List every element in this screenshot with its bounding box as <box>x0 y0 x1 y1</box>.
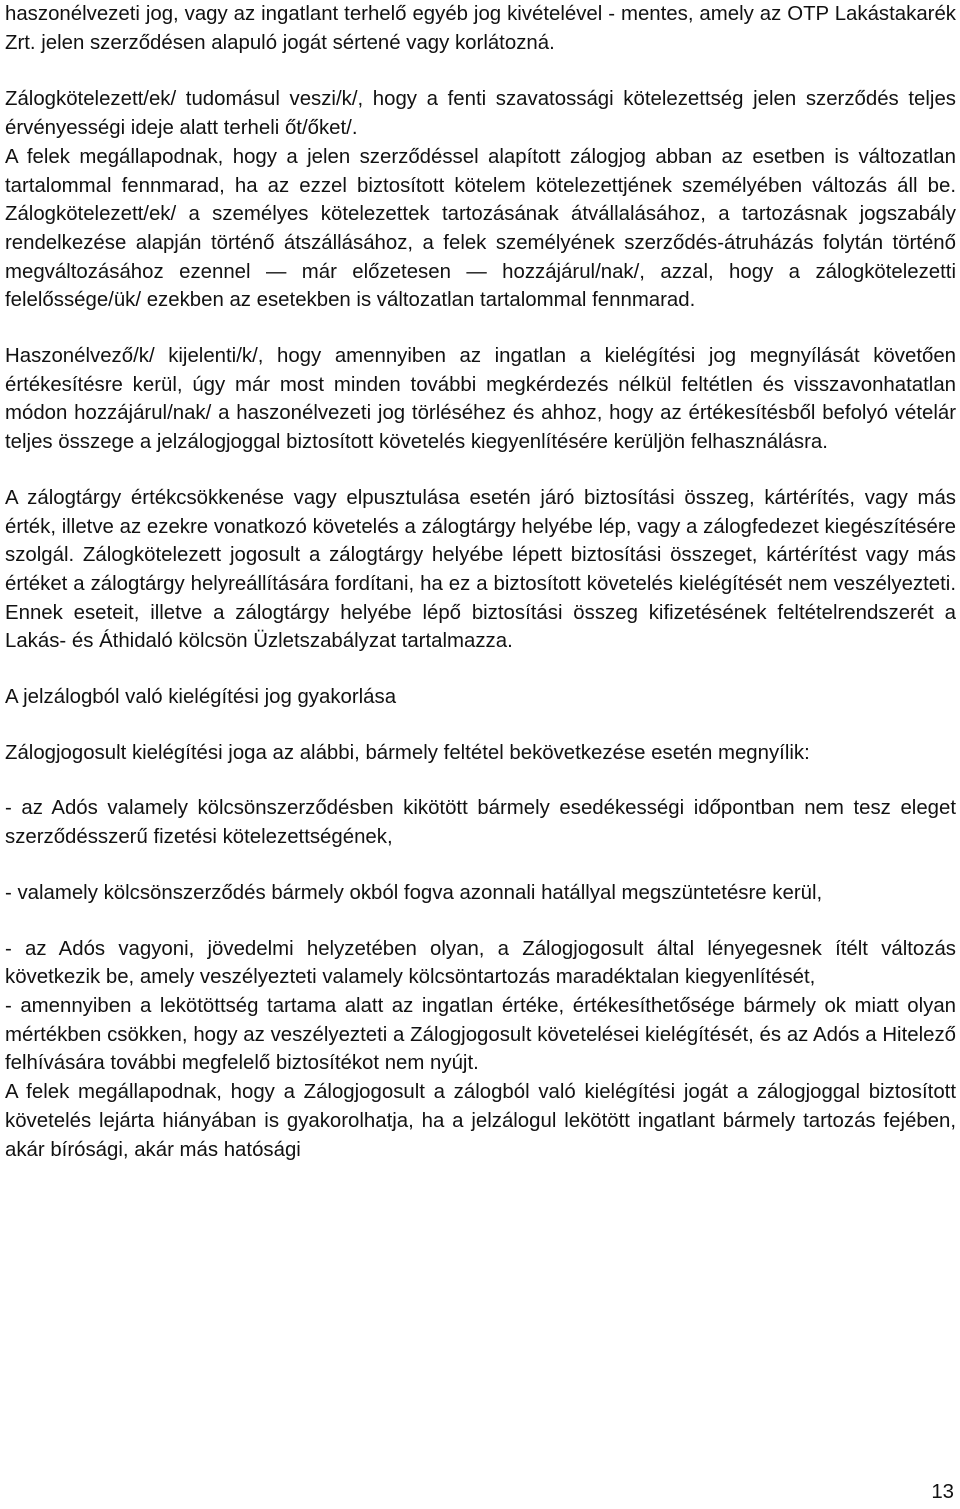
paragraph-usufruct-consent: Haszonélvező/k/ kijelenti/k/, hogy amennyiben az ingatlan a kielégítési jog megnyílását követően értékesítésre kerül, úgy már most minden további megkérdezés nélkül feltétlen és visszavonhatatlan módon hozzájárul/nak/ a haszonélvezeti jog törléséhez és ahhoz, hogy az értékesítésből befolyó vételár teljes összege a jelzálogjoggal biztosított követelés kiegyenlítésére kerüljön felhasználásra. <box>5 345 956 454</box>
paragraph-encumbrance-warranty: haszonélvezeti jog, vagy az ingatlant terhelő egyéb jog kivételével - mentes, amely az OTP Lakástakarék Zrt. jelen szerződésen alapuló jogát sértené vagy korlátozná. <box>5 3 956 54</box>
paragraph-early-enforcement: A felek megállapodnak, hogy a Zálogjogosult a zálogból való kielégítési jogát a zálogjoggal biztosított követelés lejárta hiányában is gyakorolhatja, ha a jelzálogul lekötött ingatlant bármely tartozás fejében, akár bírósági, akár más hatósági <box>5 1081 956 1161</box>
list-item-financial-change: - az Adós vagyoni, jövedelmi helyzetében olyan, a Zálogjogosult által lényegesnek ítélt változás következik be, amely veszélyezteti valamely kölcsöntartozás maradéktalan kiegyenlítését, <box>5 937 956 989</box>
document-page <box>5 0 956 1164</box>
list-item-payment-default: - az Adós valamely kölcsönszerződésben kikötött bármely esedékességi időpontban nem tesz eleget szerződésszerű fizetési kötelezettségének, <box>5 797 956 849</box>
list-item-value-decrease: - amennyiben a lekötöttség tartama alatt az ingatlan értéke, értékesíthetősége bármely ok miatt olyan mértékben csökken, hogy az veszélyezteti a Zálogjogosult követelései kielégítését, és az Adós a Hitelező felhívására további megfelelő biztosítékot nem nyújt. <box>5 994 956 1075</box>
list-item-contract-termination: - valamely kölcsönszerződés bármely okból fogva azonnali hatállyal megszüntetésre kerül, <box>5 881 823 904</box>
paragraph-insurance-substitution: A zálogtárgy értékcsökkenése vagy elpusztulása esetén járó biztosítási összeg, kártérítés, vagy más érték, illetve az ezekre vonatkozó követelés a zálogtárgy helyébe lép, vagy a zálogfedezet kiegészítésére szolgál. Zálogkötelezett jogosult a zálogtárgy helyébe lépett biztosítási összeget, kártérítést vagy más értéket a zálogtárgy helyreállítására fordítani, ha ez a biztosított követelés kielégítését nem veszélyezteti. Ennek eseteit, illetve a zálogtárgy helyébe lépő biztosítási összeg kifizetésének feltételrendszerét a Lakás- és Áthidaló kölcsön Üzletszabályzat tartalmazza. <box>5 486 956 653</box>
page-number: 13 <box>931 1481 954 1503</box>
paragraph-lien-continuity: A felek megállapodnak, hogy a jelen szerződéssel alapított zálogjog abban az esetben is változatlan tartalommal fennmarad, ha az ezzel biztosított kötelem kötelezettjének személyében változás áll be. Zálogkötelezett/ek/ a személyes kötelezettek tartozásának átvállalásához, a tartozásnak jogszabály rendelkezése alapján történő átszállásához, a felek személyének szerződés-átruházás folytán történő megváltozásához ezennel — már előzetesen — hozzájárul/nak/, azzal, hogy a zálogkötelezetti felelőssége/ük/ ezekben az esetekben is változatlan tartalommal fennmarad. <box>5 145 956 312</box>
paragraph-enforcement-conditions: Zálogjogosult kielégítési joga az alábbi, bármely feltétel bekövetkezése esetén megnyílik: <box>5 741 810 764</box>
paragraph-warranty-duration: Zálogkötelezett/ek/ tudomásul veszi/k/, hogy a fenti szavatossági kötelezettség jelen szerződés teljes érvényességi ideje alatt terheli őt/őket/. <box>5 88 956 140</box>
section-heading-enforcement: A jelzálogból való kielégítési jog gyakorlása <box>5 686 397 709</box>
